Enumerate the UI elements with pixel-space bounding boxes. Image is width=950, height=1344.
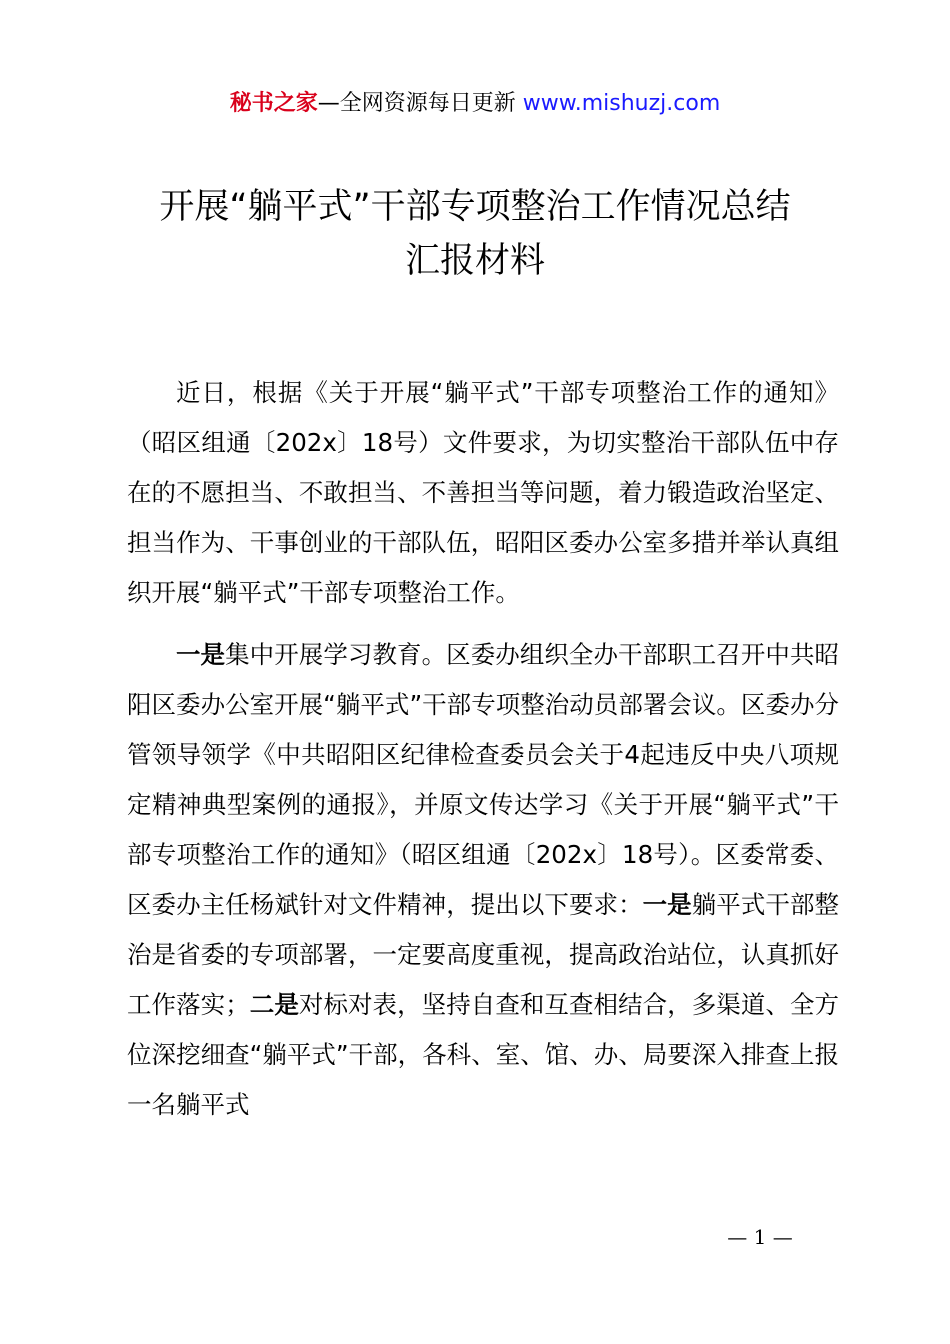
requirement-two-text: 对标对表，坚持自查和互查相结合，多渠道、全方位深挖细查“躺平式”干部，各科、室、馆、办、局要深入排查上报一名躺平式 — [127, 990, 840, 1119]
title-line-2: 汇报材料 — [404, 241, 545, 281]
intro-paragraph: 近日，根据《关于开展“躺平式”干部专项整治工作的通知》（昭区组通〔202x〕18号）文件要求，为切实整治干部队伍中存在的不愿担当、不敢担当、不善担当等问题，着力锻造政治坚定、担当作为、干事创业的干部队伍，昭阳区委办公室多措并举认真组织开展“躺平式”干部专项整治工作。 — [127, 378, 839, 607]
requirement-one-lead: 一是 — [642, 890, 692, 919]
site-url[interactable]: www.mishuzj.com — [522, 91, 721, 116]
site-header — [0, 88, 950, 120]
document-title — [60, 180, 890, 288]
page-number: — 1 — — [727, 1225, 793, 1249]
header-tagline: —全网资源每日更新 — [317, 91, 523, 116]
point-one-paragraph — [127, 630, 839, 1130]
requirement-two-lead: 二是 — [249, 990, 299, 1019]
brand-name: 秘书之家 — [229, 91, 318, 116]
document-body — [127, 368, 839, 1130]
title-line-1: 开展“躺平式”干部专项整治工作情况总结 — [159, 187, 791, 227]
point-one-lead: 一是 — [176, 640, 226, 669]
point-one-text: 集中开展学习教育。区委办组织全办干部职工召开中共昭阳区委办公室开展“躺平式”干部专项整治动员部署会议。区委办分管领导领学《中共昭阳区纪律检查委员会关于4起违反中央八项规定精神典型案例的通报》，并原文传达学习《关于开展“躺平式”干部专项整治工作的通知》（昭区组通〔202x〕18号）。区委常委、区委办主任杨斌针对文件精神，提出以下要求： — [127, 640, 840, 919]
requirement-one-text: 躺平式干部整治是省委的专项部署，一定要高度重视，提高政治站位，认真抓好工作落实； — [127, 890, 840, 1019]
